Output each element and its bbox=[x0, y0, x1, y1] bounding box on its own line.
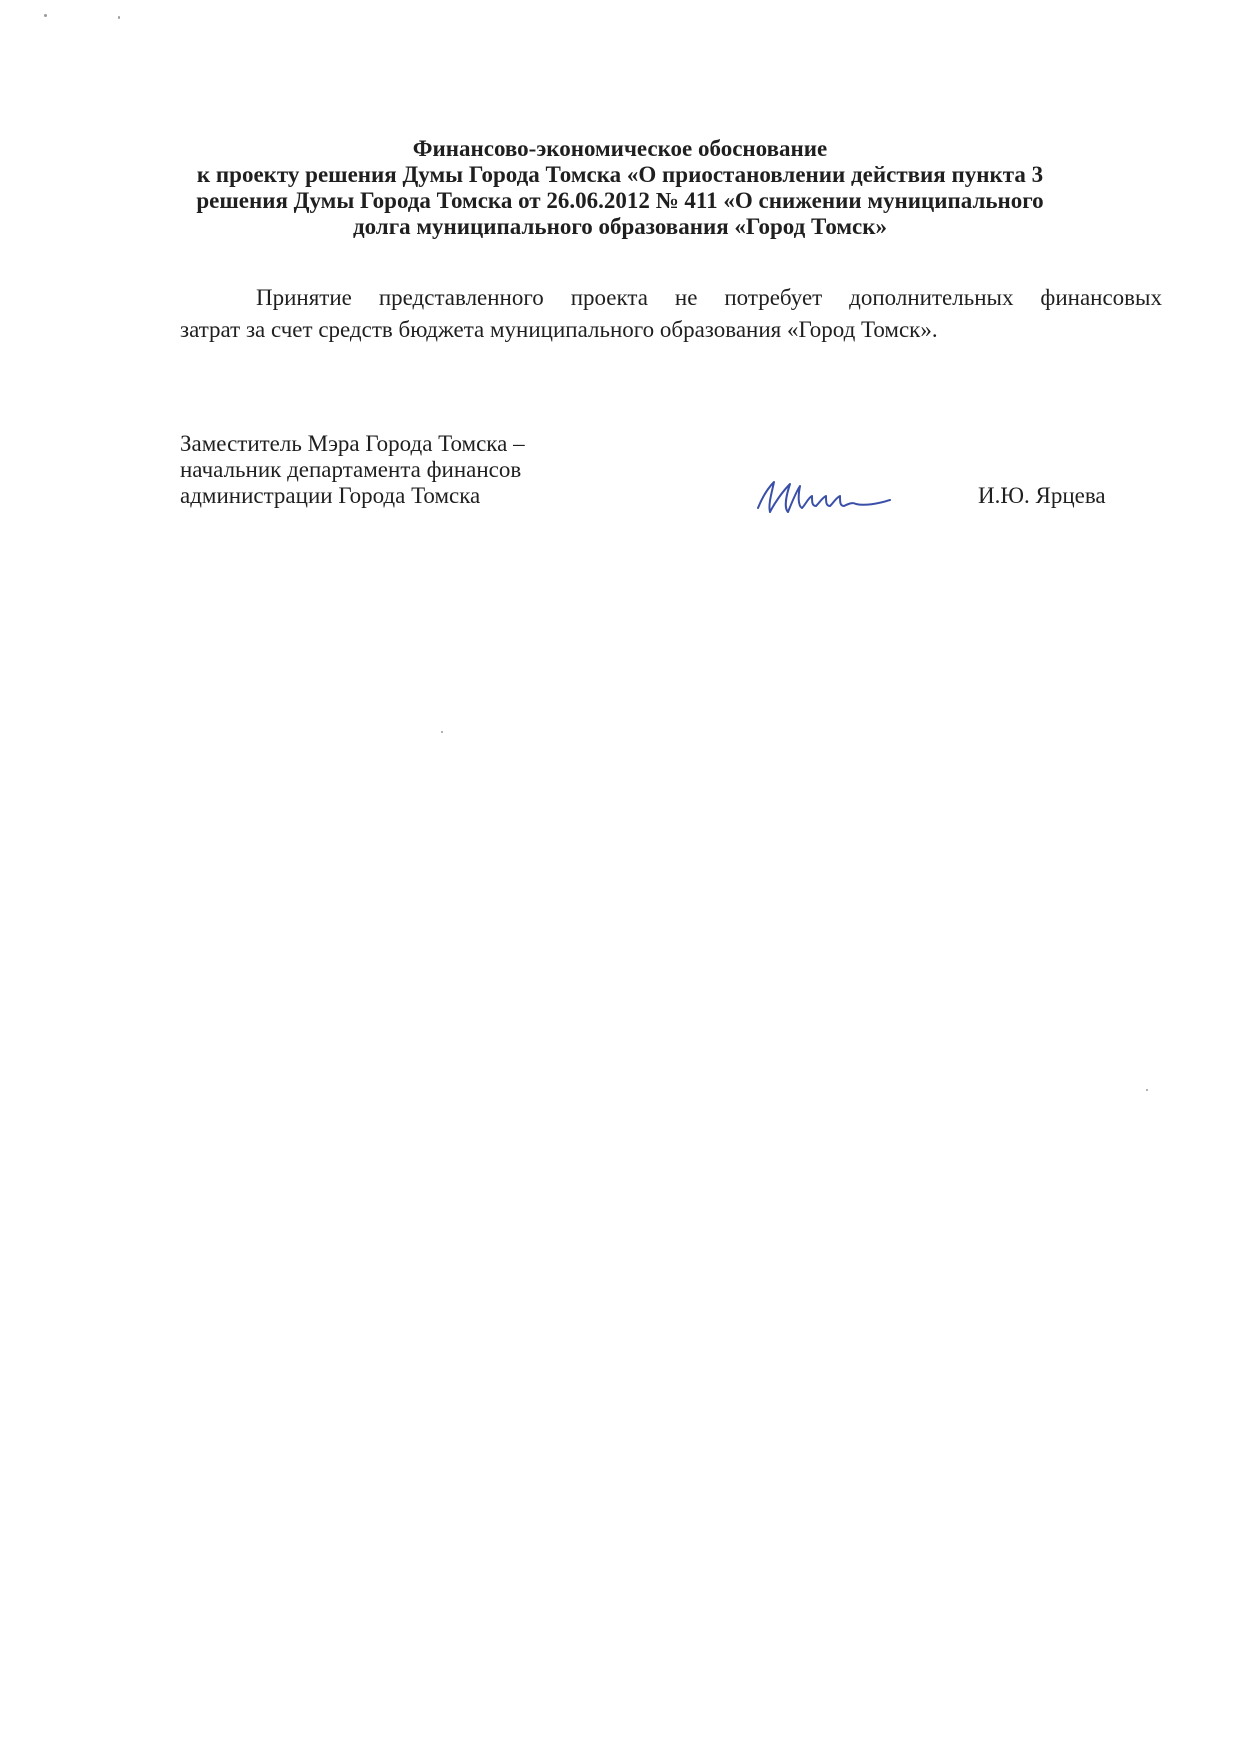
body-line: затрат за счет средств бюджета муниципального образования «Город Томск». bbox=[180, 317, 938, 342]
title-line: долга муниципального образования «Город Томск» bbox=[352, 214, 888, 239]
scan-speck bbox=[1146, 1089, 1148, 1091]
document-title bbox=[160, 136, 1080, 240]
signatory-position bbox=[180, 431, 525, 509]
signatory-position-line: начальник департамента финансов bbox=[180, 457, 522, 482]
body-line: Принятие представленного проекта не потребует дополнительных финансовых bbox=[256, 285, 1162, 310]
scan-speck bbox=[44, 14, 47, 17]
scan-speck bbox=[441, 731, 443, 733]
handwritten-signature bbox=[752, 474, 902, 520]
signatory-position-line: администрации Города Томска bbox=[180, 483, 481, 508]
title-line: решения Думы Города Томска от 26.06.2012 № 411 «О снижении муниципального bbox=[196, 188, 1044, 213]
scan-speck bbox=[118, 16, 120, 19]
body-paragraph bbox=[180, 282, 1162, 346]
title-line: Финансово-экономическое обоснование bbox=[412, 136, 828, 161]
title-line: к проекту решения Думы Города Томска «О приостановлении действия пункта 3 bbox=[196, 162, 1044, 187]
signatory-position-line: Заместитель Мэра Города Томска – bbox=[180, 431, 525, 456]
signer-name: И.Ю. Ярцева bbox=[978, 483, 1106, 508]
